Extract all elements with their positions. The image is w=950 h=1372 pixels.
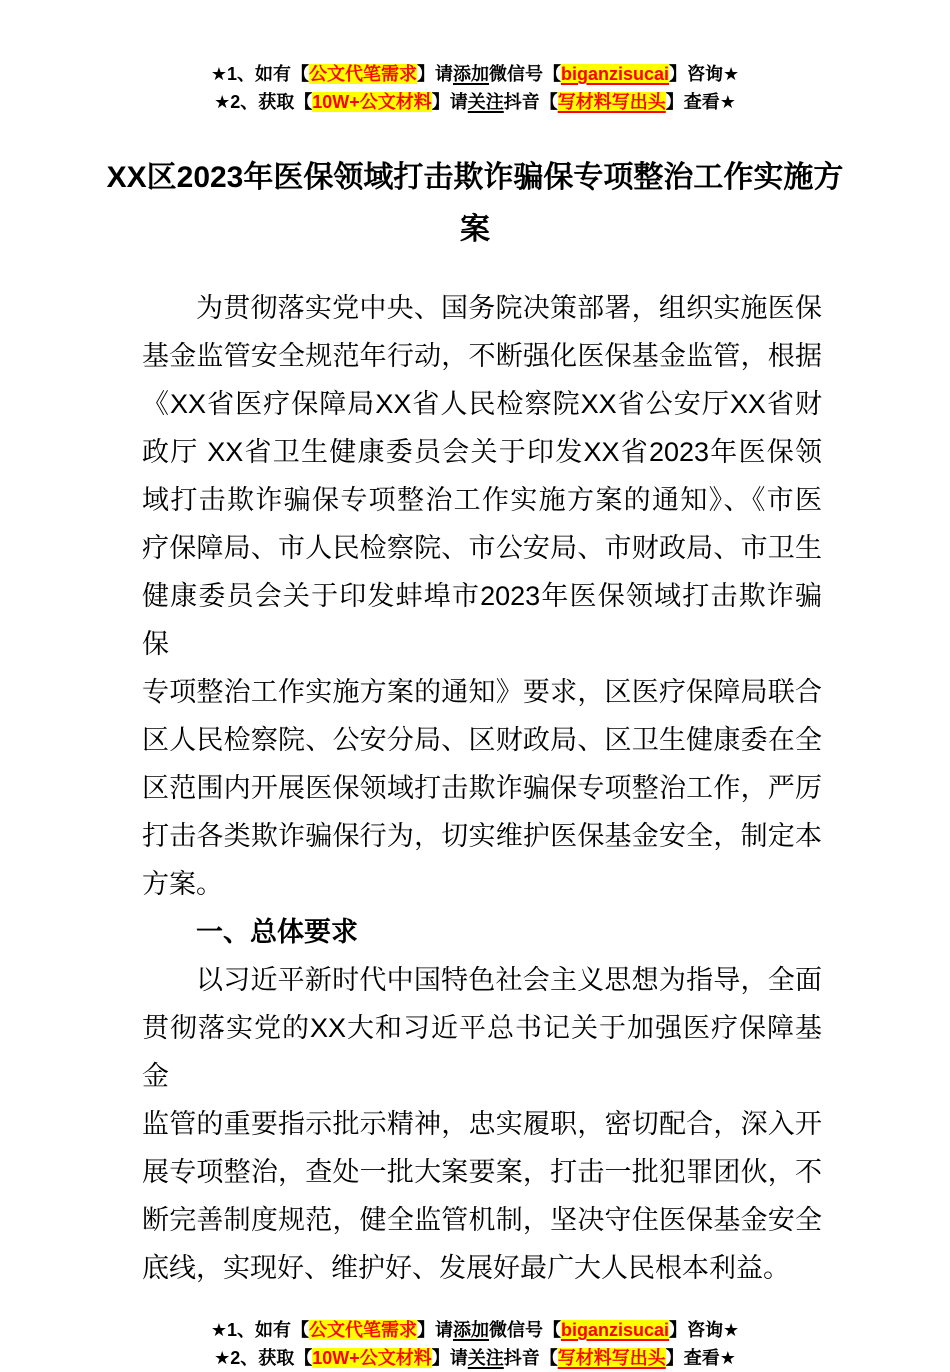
wechat-label: 微信号【 [488, 1320, 561, 1340]
section-heading-1: 一、总体要求 [196, 917, 358, 947]
banner-suffix: 】咨询★ [669, 64, 740, 84]
body-text-line: 基金监管安全规范年行动，不断强化医保基金监管，根据 [142, 341, 822, 371]
service-highlight: 公文代笔需求 [308, 64, 417, 84]
document-title [0, 152, 950, 256]
banner-connector: 】请 [416, 64, 453, 84]
banner-connector: 】请 [416, 1320, 453, 1340]
banner-prefix: ★2、获取【 [214, 92, 313, 112]
body-text-line: 展专项整治，查处一批大案要案，打击一批犯罪团伙，不 [142, 1157, 822, 1187]
promo-banner-bottom [0, 1316, 950, 1372]
body-text-line: 域打击欺诈骗保专项整治工作实施方案的通知》、《市医 [142, 485, 822, 515]
body-text-line: 区范围内开展医保领域打击欺诈骗保专项整治工作，严厉 [142, 773, 822, 803]
wechat-id-highlight: biganzisucai [560, 64, 670, 84]
banner-suffix: 】咨询★ [669, 1320, 740, 1340]
body-text-line: 疗保障局、市人民检察院、市公安局、市财政局、市卫生 [142, 533, 822, 563]
body-text-line: 底线，实现好、维护好、发展好最广大人民根本利益。 [142, 1253, 790, 1283]
wechat-id-highlight: biganzisucai [560, 1320, 670, 1340]
material-highlight: 10W+公文材料 [312, 1348, 432, 1368]
banner-connector: 】请 [431, 92, 468, 112]
body-text-line: 监管的重要指示批示精神，忠实履职，密切配合，深入开 [142, 1109, 822, 1139]
promo-line-1 [0, 60, 950, 88]
douyin-name-highlight: 写材料写出头 [557, 1348, 666, 1368]
title-line: 案 [460, 213, 490, 246]
service-highlight: 公文代笔需求 [308, 1320, 417, 1340]
body-text-line: 贯彻落实党的XX大和习近平总书记关于加强医疗保障基金 [142, 1013, 822, 1091]
body-text-line: 政厅 XX省卫生健康委员会关于印发XX省2023年医保领 [142, 437, 822, 467]
promo-line-2 [0, 1344, 950, 1372]
body-text-line: 为贯彻落实党中央、国务院决策部署，组织实施医保 [196, 293, 822, 323]
banner-prefix: ★2、获取【 [214, 1348, 313, 1368]
body-text-line: 健康委员会关于印发蚌埠市2023年医保领域打击欺诈骗保 [142, 581, 822, 659]
paragraph-opening [142, 284, 822, 908]
document-body [0, 284, 950, 1292]
title-line: XX区2023年医保领域打击欺诈骗保专项整治工作实施方 [106, 161, 844, 194]
douyin-name-highlight: 写材料写出头 [557, 92, 666, 112]
banner-connector: 】请 [431, 1348, 468, 1368]
follow-action-underline: 关注 [467, 92, 504, 112]
banner-suffix: 】查看★ [665, 92, 736, 112]
promo-banner-top [0, 0, 950, 116]
material-highlight: 10W+公文材料 [312, 92, 432, 112]
body-text-line: 以习近平新时代中国特色社会主义思想为指导，全面 [196, 965, 822, 995]
promo-line-1 [0, 1316, 950, 1344]
add-action-underline: 添加 [452, 1320, 489, 1340]
paragraph-overall-requirements [142, 956, 822, 1292]
body-text-line: 《XX省医疗保障局XX省人民检察院XX省公安厅XX省财 [142, 389, 822, 419]
body-text-line: 专项整治工作实施方案的通知》要求，区医疗保障局联合 [142, 677, 822, 707]
add-action-underline: 添加 [452, 64, 489, 84]
follow-action-underline: 关注 [467, 1348, 504, 1368]
wechat-label: 微信号【 [488, 64, 561, 84]
body-text-line: 断完善制度规范，健全监管机制，坚决守住医保基金安全 [142, 1205, 822, 1235]
banner-prefix: ★1、如有【 [210, 1320, 309, 1340]
douyin-label: 抖音【 [503, 1348, 558, 1368]
body-text-line: 方案。 [142, 869, 223, 899]
body-text-line: 区人民检察院、公安分局、区财政局、区卫生健康委在全 [142, 725, 822, 755]
banner-suffix: 】查看★ [665, 1348, 736, 1368]
banner-prefix: ★1、如有【 [210, 64, 309, 84]
body-text-line: 打击各类欺诈骗保行为，切实维护医保基金安全，制定本 [142, 821, 822, 851]
douyin-label: 抖音【 [503, 92, 558, 112]
promo-line-2 [0, 88, 950, 116]
